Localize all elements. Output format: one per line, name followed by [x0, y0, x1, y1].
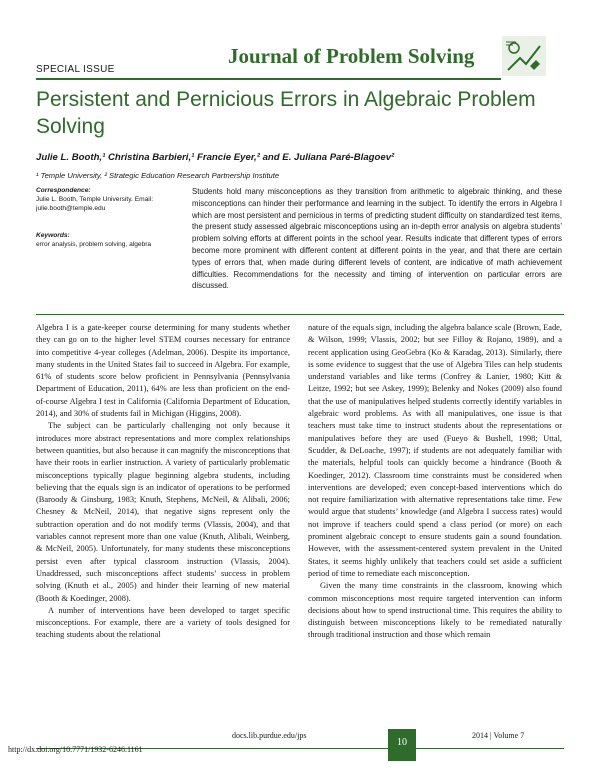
- correspondence-text: Julie L. Booth, Temple University. Email: julie.booth@temple.edu: [36, 196, 154, 212]
- page-number: 10: [388, 729, 416, 761]
- body-paragraph: nature of the equals sign, including the algebra balance scale (Brown, Eade, & Wilson, 1999; Vlassis, 2002; but see Filloy & Rojano, 1989), and a recent application using GeoGebra (Ko & Karadag, 2013). Similarly, there is some evidence to suggest that the use of Algebra Tiles can help students understand variables and like terms (Confrey & Lanier, 1980; Kitt & Leitze, 1992; but see Askey, 1999); Belenky and Nokes (2009) also found that the use of manipulatives helped students correctly identify variables in algebraic word problems. As with all manipulatives, one issue is that teachers must take time to instruct students about the representations or manipulatives before they are used (Fueyo & Bushell, 1998; Uttal, Scudder, & DeLoache, 1997); if students are not adequately familiar with the materials, helpful tools can quickly become a hindrance (Booth & Koedinger, 2012). Classroom time constraints must be considered when interventions are developed; even concept-based interventions which do not require familiarization with alternative representations take time. Few would argue that students’ knowledge (and Algebra I success rates) would not improve if teachers could spend a class period (or more) on each prominent algebraic concept to ensure students gain a sound foundation. However, with the assessment-centered system prevalent in the United States, it seems highly unlikely that teachers could set aside a sufficient period of time to remediate each misconception.: [308, 323, 562, 578]
- body-paragraph: A number of interventions have been developed to target specific misconceptions. For example, there are a variety of tools designed for teaching students about the relational: [36, 605, 290, 640]
- body-paragraph: The subject can be particularly challenging not only because it introduces more abstract representations and more complex relationships between quantities, but also because it can magnify the misconceptions that have their roots in earlier instruction. A variety of particularly problematic misconceptions typically plague beginning algebra students, including believing that the equals sign is an indicator of operations to be performed (Baroody & Ginsburg, 1983; Knuth, Stephens, McNeil, & Alibali, 2006; Chesney & McNeil, 2014), that negative signs represent only the subtraction operation and do not modify terms (Vlassis, 2004), and that variables cannot represent more than one value (Knuth, Alibali, Weinberg, & McNeil, 2005). Unfortunately, for many students these misconceptions persist even after typical classroom instruction (Vlassis, 2004). Unaddressed, such misconceptions affect students’ success in problem solving (Knuth et al., 2005) and hinder their learning of new material (Booth & Koedinger, 2008).: [36, 421, 290, 603]
- body-column-left: [36, 322, 290, 642]
- abstract-rule: [36, 314, 564, 315]
- affiliations: ¹ Temple University, ² Strategic Education Research Partnership Institute: [36, 171, 280, 180]
- journal-url[interactable]: docs.lib.purdue.edu/jps: [232, 731, 307, 740]
- journal-title: Journal of Problem Solving: [228, 44, 475, 68]
- keywords-label: Keywords:: [36, 232, 70, 239]
- year-volume: 2014 | Volume 7: [472, 731, 525, 740]
- body-paragraph: Given the many time constraints in the classroom, knowing which common misconceptions most require targeted intervention can inform decisions about how to spend instructional time. This requires the ability to distinguish between misconceptions likely to be remediated naturally through traditional instruction and those which remain: [308, 581, 562, 640]
- abstract: Students hold many misconceptions as they transition from arithmetic to algebraic thinking, and these misconceptions can hinder their performance and learning in the subject. To identify the errors in Algebra I which are most persistent and pernicious in terms of predicting student difficulty on standardized test items, the present study assessed algebraic misconceptions using an in-depth error analysis on algebra students’ problem solving efforts at different points in the school year. Results indicate that different types of errors become more prominent with different content at different points in the year, and that there are certain types of errors that, when made during different levels of content, are indicative of math achievement difficulties. Recommendations for the necessity and timing of intervention on particular errors are discussed.: [192, 187, 562, 291]
- correspondence-label: Correspondence:: [36, 187, 91, 194]
- header-rule: [36, 78, 501, 80]
- keywords-text: error analysis, problem solving, algebra: [36, 241, 152, 248]
- author-list: Julie L. Booth,¹ Christina Barbieri,¹ Francie Eyer,² and E. Juliana Paré-Blagoev²: [36, 152, 395, 163]
- body-paragraph: Algebra I is a gate-keeper course determining for many students whether they can go on to the higher level STEM courses necessary for entrance into competitive 4-year colleges (Adelman, 2006). Despite its importance, many students in the United States fail to succeed in Algebra. For example, 61% of students score below proficient in Pennsylvania (Pennsylvania Department of Education, 2011), 64% are less than proficient on the end-of-course Algebra I test in California (California Department of Education, 2014), and 30% of students fail in Michigan (Higgins, 2008).: [36, 323, 290, 419]
- article-sidebar: [36, 186, 178, 249]
- body-column-right: [308, 322, 562, 642]
- section-label: SPECIAL ISSUE: [36, 64, 115, 75]
- journal-logo-icon: [502, 36, 546, 76]
- doi-link[interactable]: http://dx.doi.org/10.7771/1932-6246.1161: [8, 745, 143, 754]
- article-title: Persistent and Pernicious Errors in Algebraic Problem Solving: [36, 88, 536, 138]
